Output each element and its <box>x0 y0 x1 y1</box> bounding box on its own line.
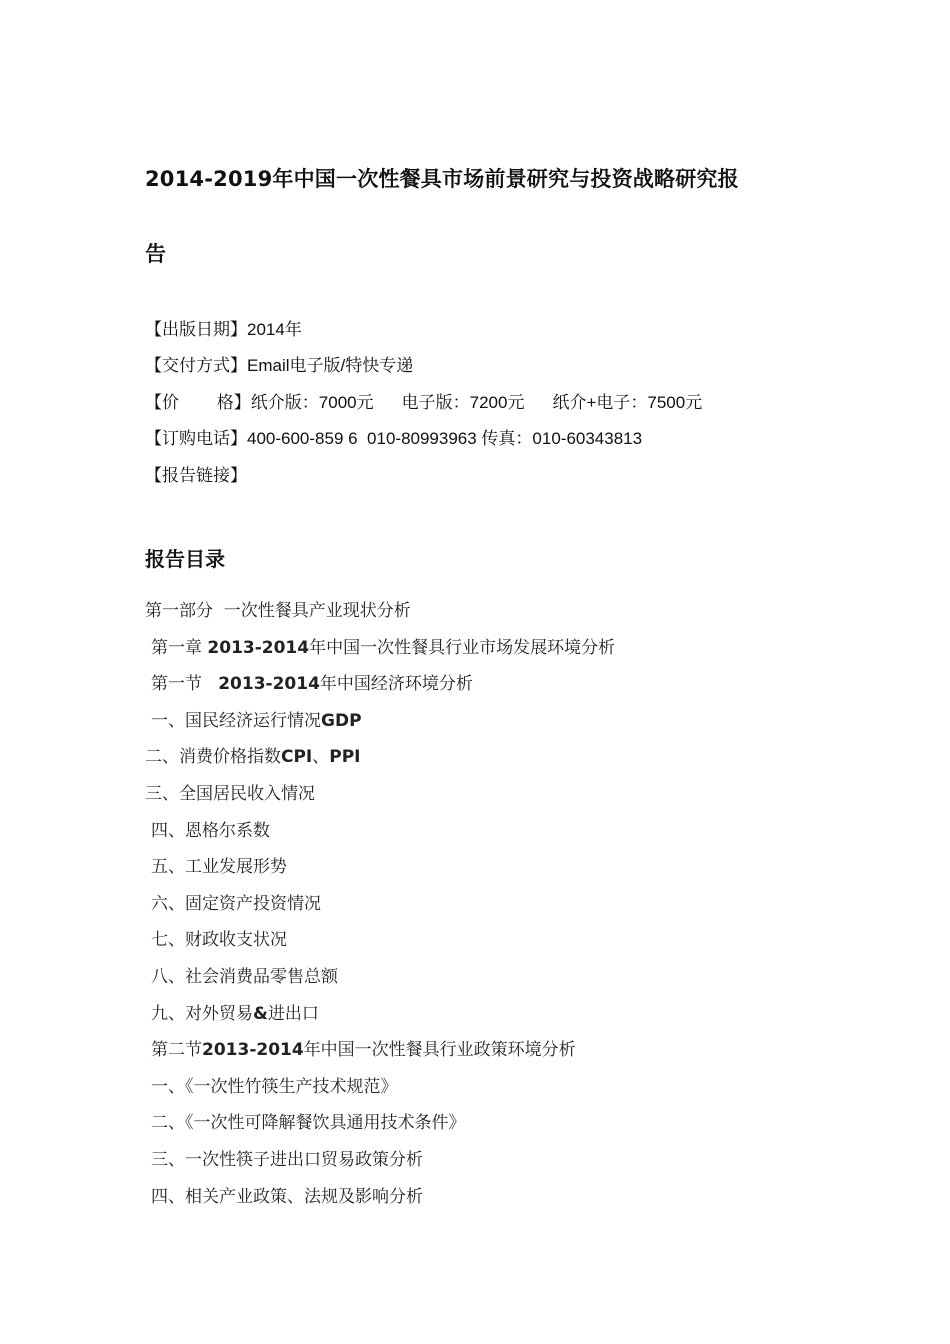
toc-item: 第一部分 一次性餐具产业现状分析 <box>145 601 411 621</box>
meta-value: 400-600-859 6 010-80993963 传真：010-60343813 <box>247 429 643 448</box>
toc-item: 二、消费价格指数CPI、PPI <box>145 747 361 768</box>
report-title-line-2: 告 <box>145 242 167 266</box>
report-title-line-1: 2014-2019年中国一次性餐具市场前景研究与投资战略研究报 <box>145 167 739 191</box>
toc-item: 一、《一次性竹筷生产技术规范》 <box>151 1076 398 1097</box>
toc-item: 四、相关产业政策、法规及影响分析 <box>151 1186 423 1207</box>
toc-item: 五、工业发展形势 <box>151 857 287 878</box>
meta-label: 【出版日期】 <box>145 320 247 339</box>
toc-item: 四、恩格尔系数 <box>151 820 270 841</box>
meta-label: 【交付方式】 <box>145 356 247 375</box>
meta-label: 【价 格】 <box>145 393 251 412</box>
meta-value: Email电子版/特快专递 <box>247 356 414 375</box>
toc-item: 第一章 2013-2014年中国一次性餐具行业市场发展环境分析 <box>151 637 616 658</box>
toc-heading: 报告目录 <box>145 547 225 571</box>
toc-item: 二、《一次性可降解餐饮具通用技术条件》 <box>151 1113 466 1134</box>
meta-value: 2014年 <box>247 320 302 339</box>
toc-item: 六、固定资产投资情况 <box>151 893 321 914</box>
meta-price <box>145 388 702 413</box>
meta-label: 【报告链接】 <box>145 466 247 485</box>
toc-item: 八、社会消费品零售总额 <box>151 967 338 987</box>
toc-item: 一、国民经济运行情况GDP <box>151 710 362 731</box>
price-paper: 纸介版：7000元 <box>250 393 374 412</box>
meta-phone <box>145 424 642 449</box>
price-electronic: 电子版：7200元 <box>401 393 525 412</box>
toc-item: 三、全国居民收入情况 <box>145 784 315 804</box>
meta-link <box>145 461 247 486</box>
meta-publish-date <box>145 315 302 340</box>
toc-item: 七、财政收支状况 <box>151 930 287 951</box>
meta-delivery <box>145 351 413 376</box>
price-both: 纸介+电子：7500元 <box>552 393 703 412</box>
toc-item: 三、一次性筷子进出口贸易政策分析 <box>151 1150 423 1170</box>
toc-item: 第一节 2013-2014年中国经济环境分析 <box>151 674 473 695</box>
toc-item: 九、对外贸易&进出口 <box>151 1003 319 1024</box>
meta-label: 【订购电话】 <box>145 429 247 448</box>
toc-item: 第二节2013-2014年中国一次性餐具行业政策环境分析 <box>151 1040 576 1061</box>
